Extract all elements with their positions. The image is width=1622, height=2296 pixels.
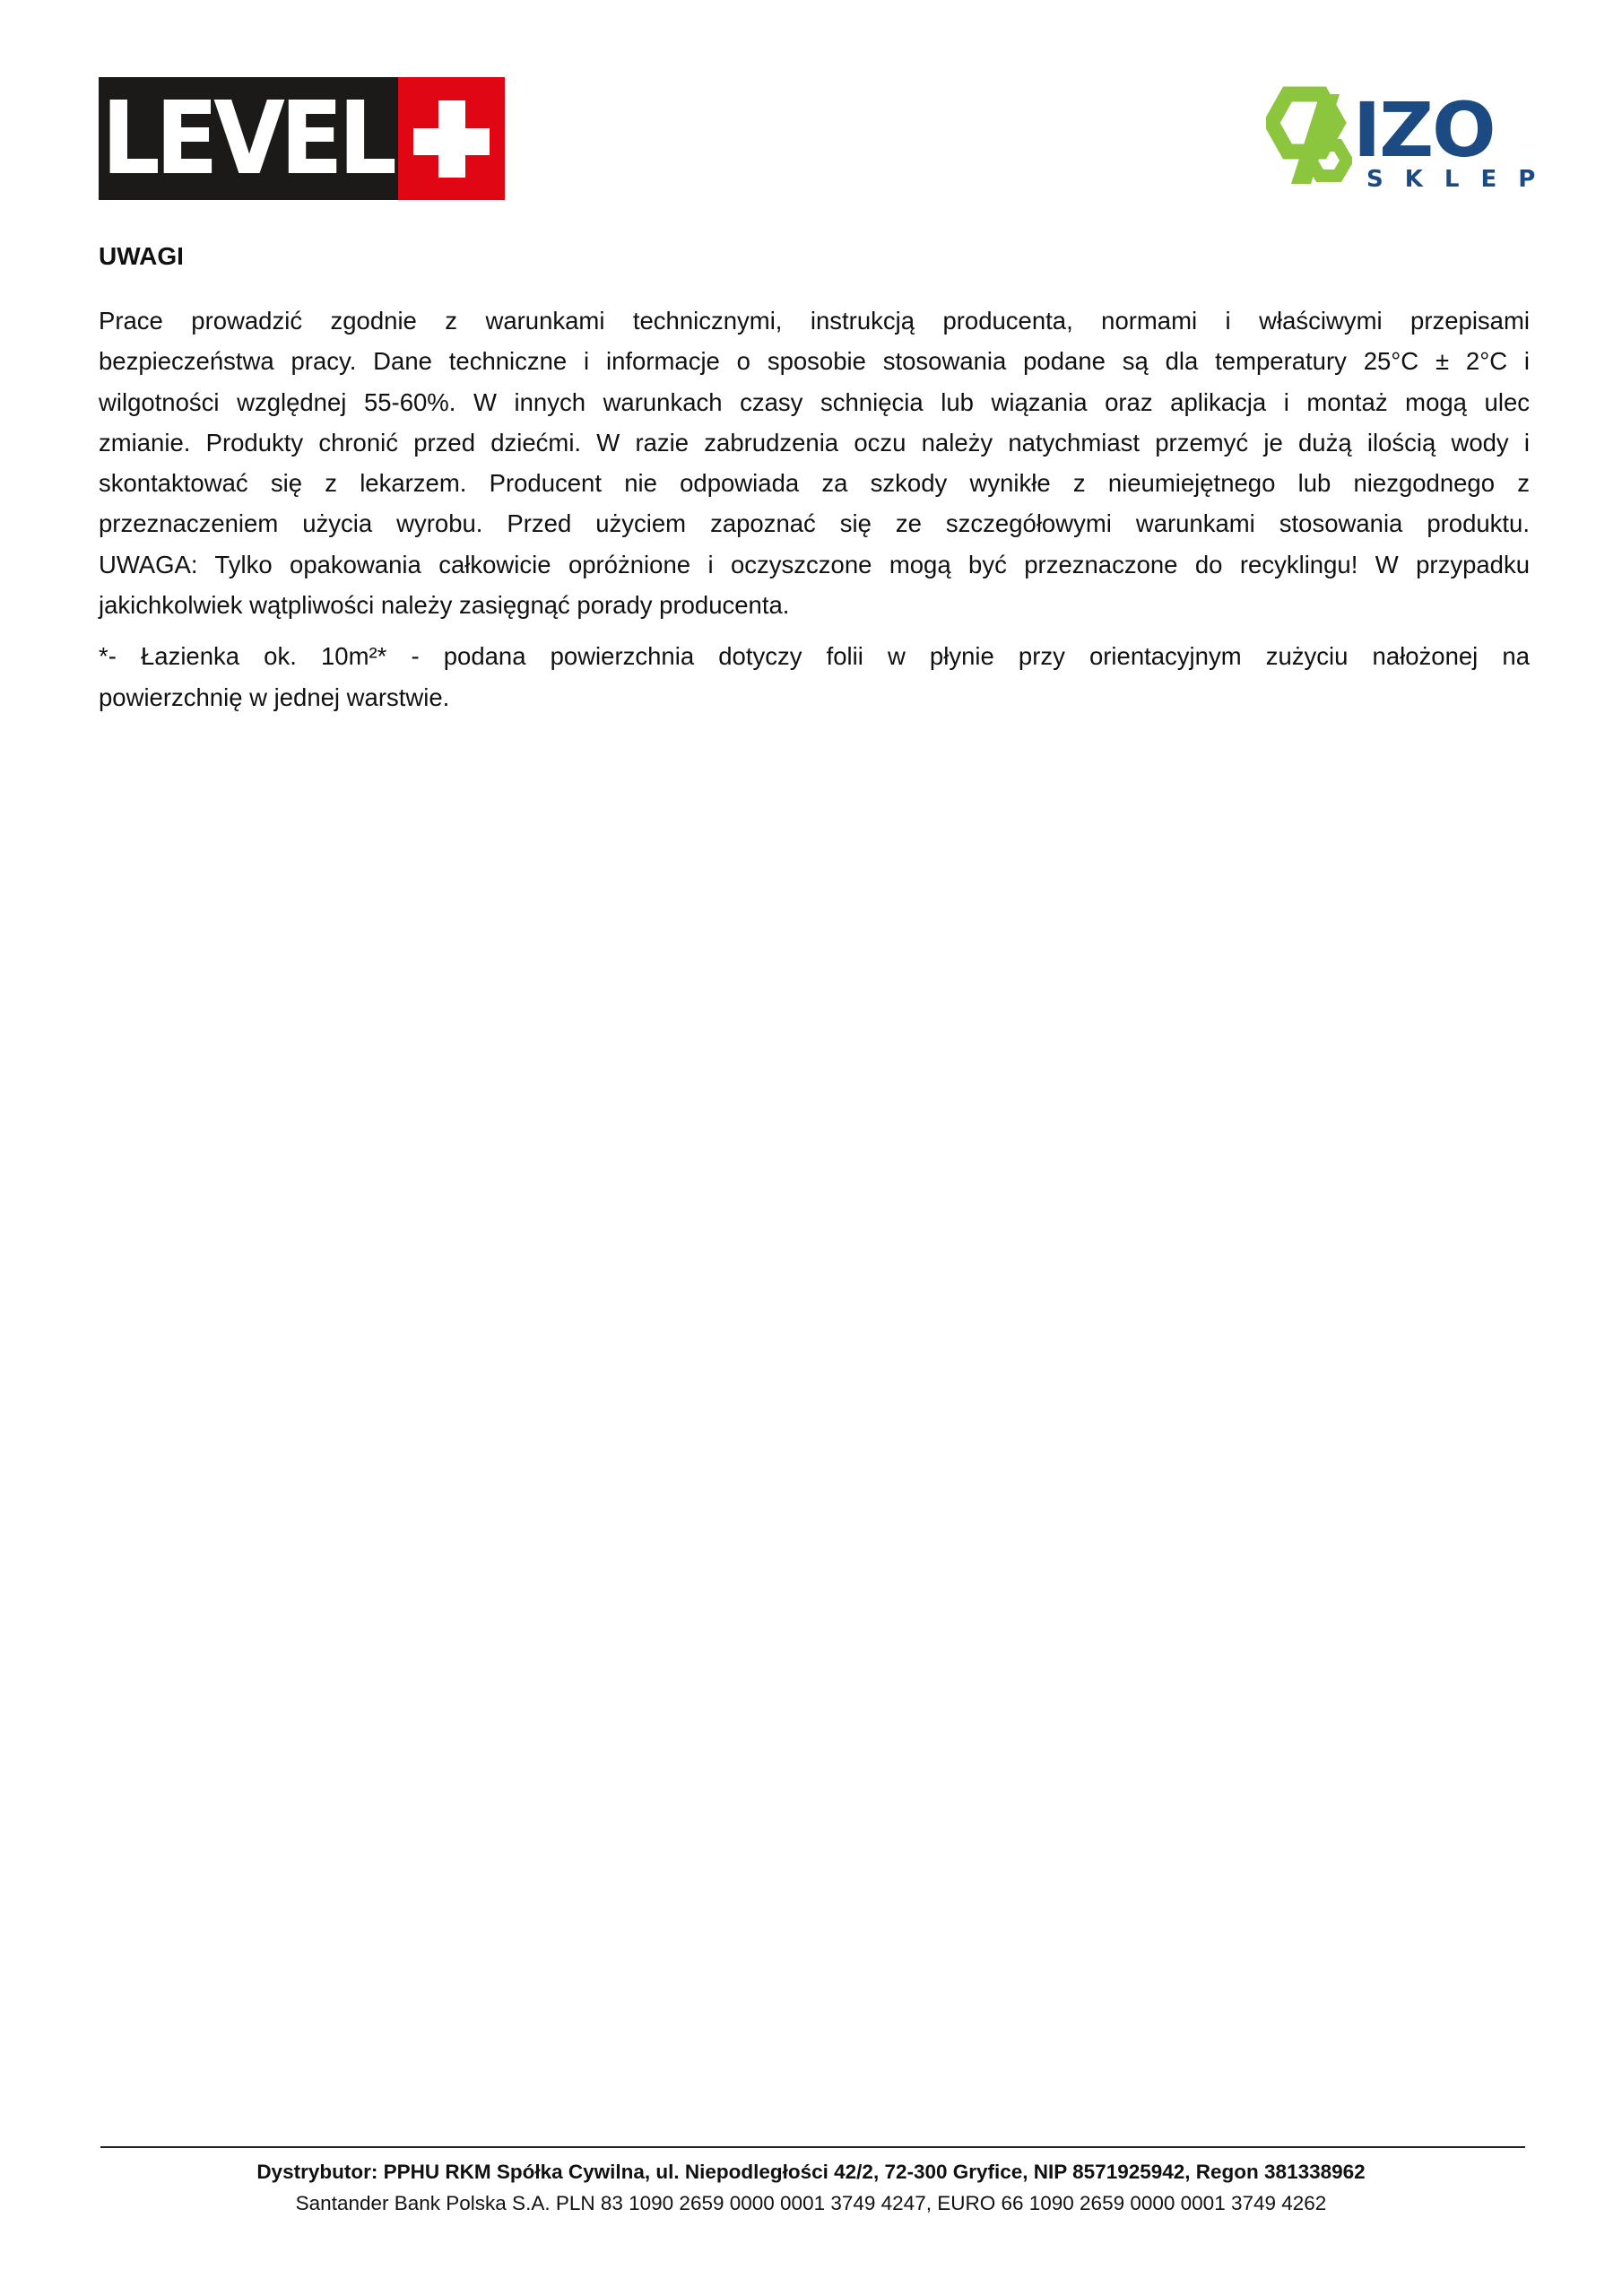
notes-paragraph [99,300,1530,625]
level-logo-wordmark-box [99,77,398,200]
paragraph-line: bezpieczeństwa pracy. Dane techniczne i informacje o sposobie stosowania podane są dla temperatury 25°C ± 2°C i [99,347,1530,376]
paragraph-line: *- Łazienka ok. 10m²* - podana powierzchnia dotyczy folii w płynie przy orientacyjnym zużyciu nałożonej na [99,642,1530,671]
section-heading: UWAGI [99,242,184,270]
footer-bank-info: Santander Bank Polska S.A. PLN 83 1090 2659 0000 0001 3749 4247, EURO 66 1090 2659 0000 0001 3749 4262 [295,2192,1327,2214]
coverage-footnote-paragraph [99,636,1530,718]
izo-sklep-logo [1266,85,1557,193]
plus-icon [398,77,505,200]
izo-logo-text: IZO [1353,86,1495,174]
paragraph-line: zmianie. Produkty chronić przed dziećmi. W razie zabrudzenia oczu należy natychmiast przemyć je dużą ilością wody i [99,428,1530,457]
paragraph-line: skontaktować się z lekarzem. Producent nie odpowiada za szkody wynikłe z nieumiejętnego lub niezgodnego z [99,469,1530,498]
hexagon-icon [1266,85,1352,193]
paragraph-line: wilgotności względnej 55-60%. W innych warunkach czasy schnięcia lub wiązania oraz aplikacja i montaż mogą ulec [99,387,1530,416]
paragraph-line: UWAGA: Tylko opakowania całkowicie opróżnione i oczyszczone mogą być przeznaczone do recyklingu! W przypadku [99,550,1530,578]
notes-section [99,239,1530,718]
level-plus-logo [99,77,505,200]
izo-logo-subtext: SKLEP [1366,166,1557,193]
footer-distributor-info: Dystrybutor: PPHU RKM Spółka Cywilna, ul. Niepodległości 42/2, 72-300 Gryfice, NIP 8571925942, Regon 381338962 [256,2161,1366,2183]
paragraph-line: powierzchnię w jednej warstwie. [99,683,450,711]
paragraph-line: przeznaczeniem użycia wyrobu. Przed użyciem zapoznać się ze szczegółowymi warunkami stosowania produktu. [99,509,1530,538]
level-logo-text: LEVEL [100,80,393,197]
paragraph-line: jakichkolwiek wątpliwości należy zasięgnąć porady producenta. [99,591,790,620]
footer-divider [100,2146,1525,2148]
paragraph-line: Prace prowadzić zgodnie z warunkami technicznymi, instrukcją producenta, normami i właściwymi przepisami [99,307,1530,335]
